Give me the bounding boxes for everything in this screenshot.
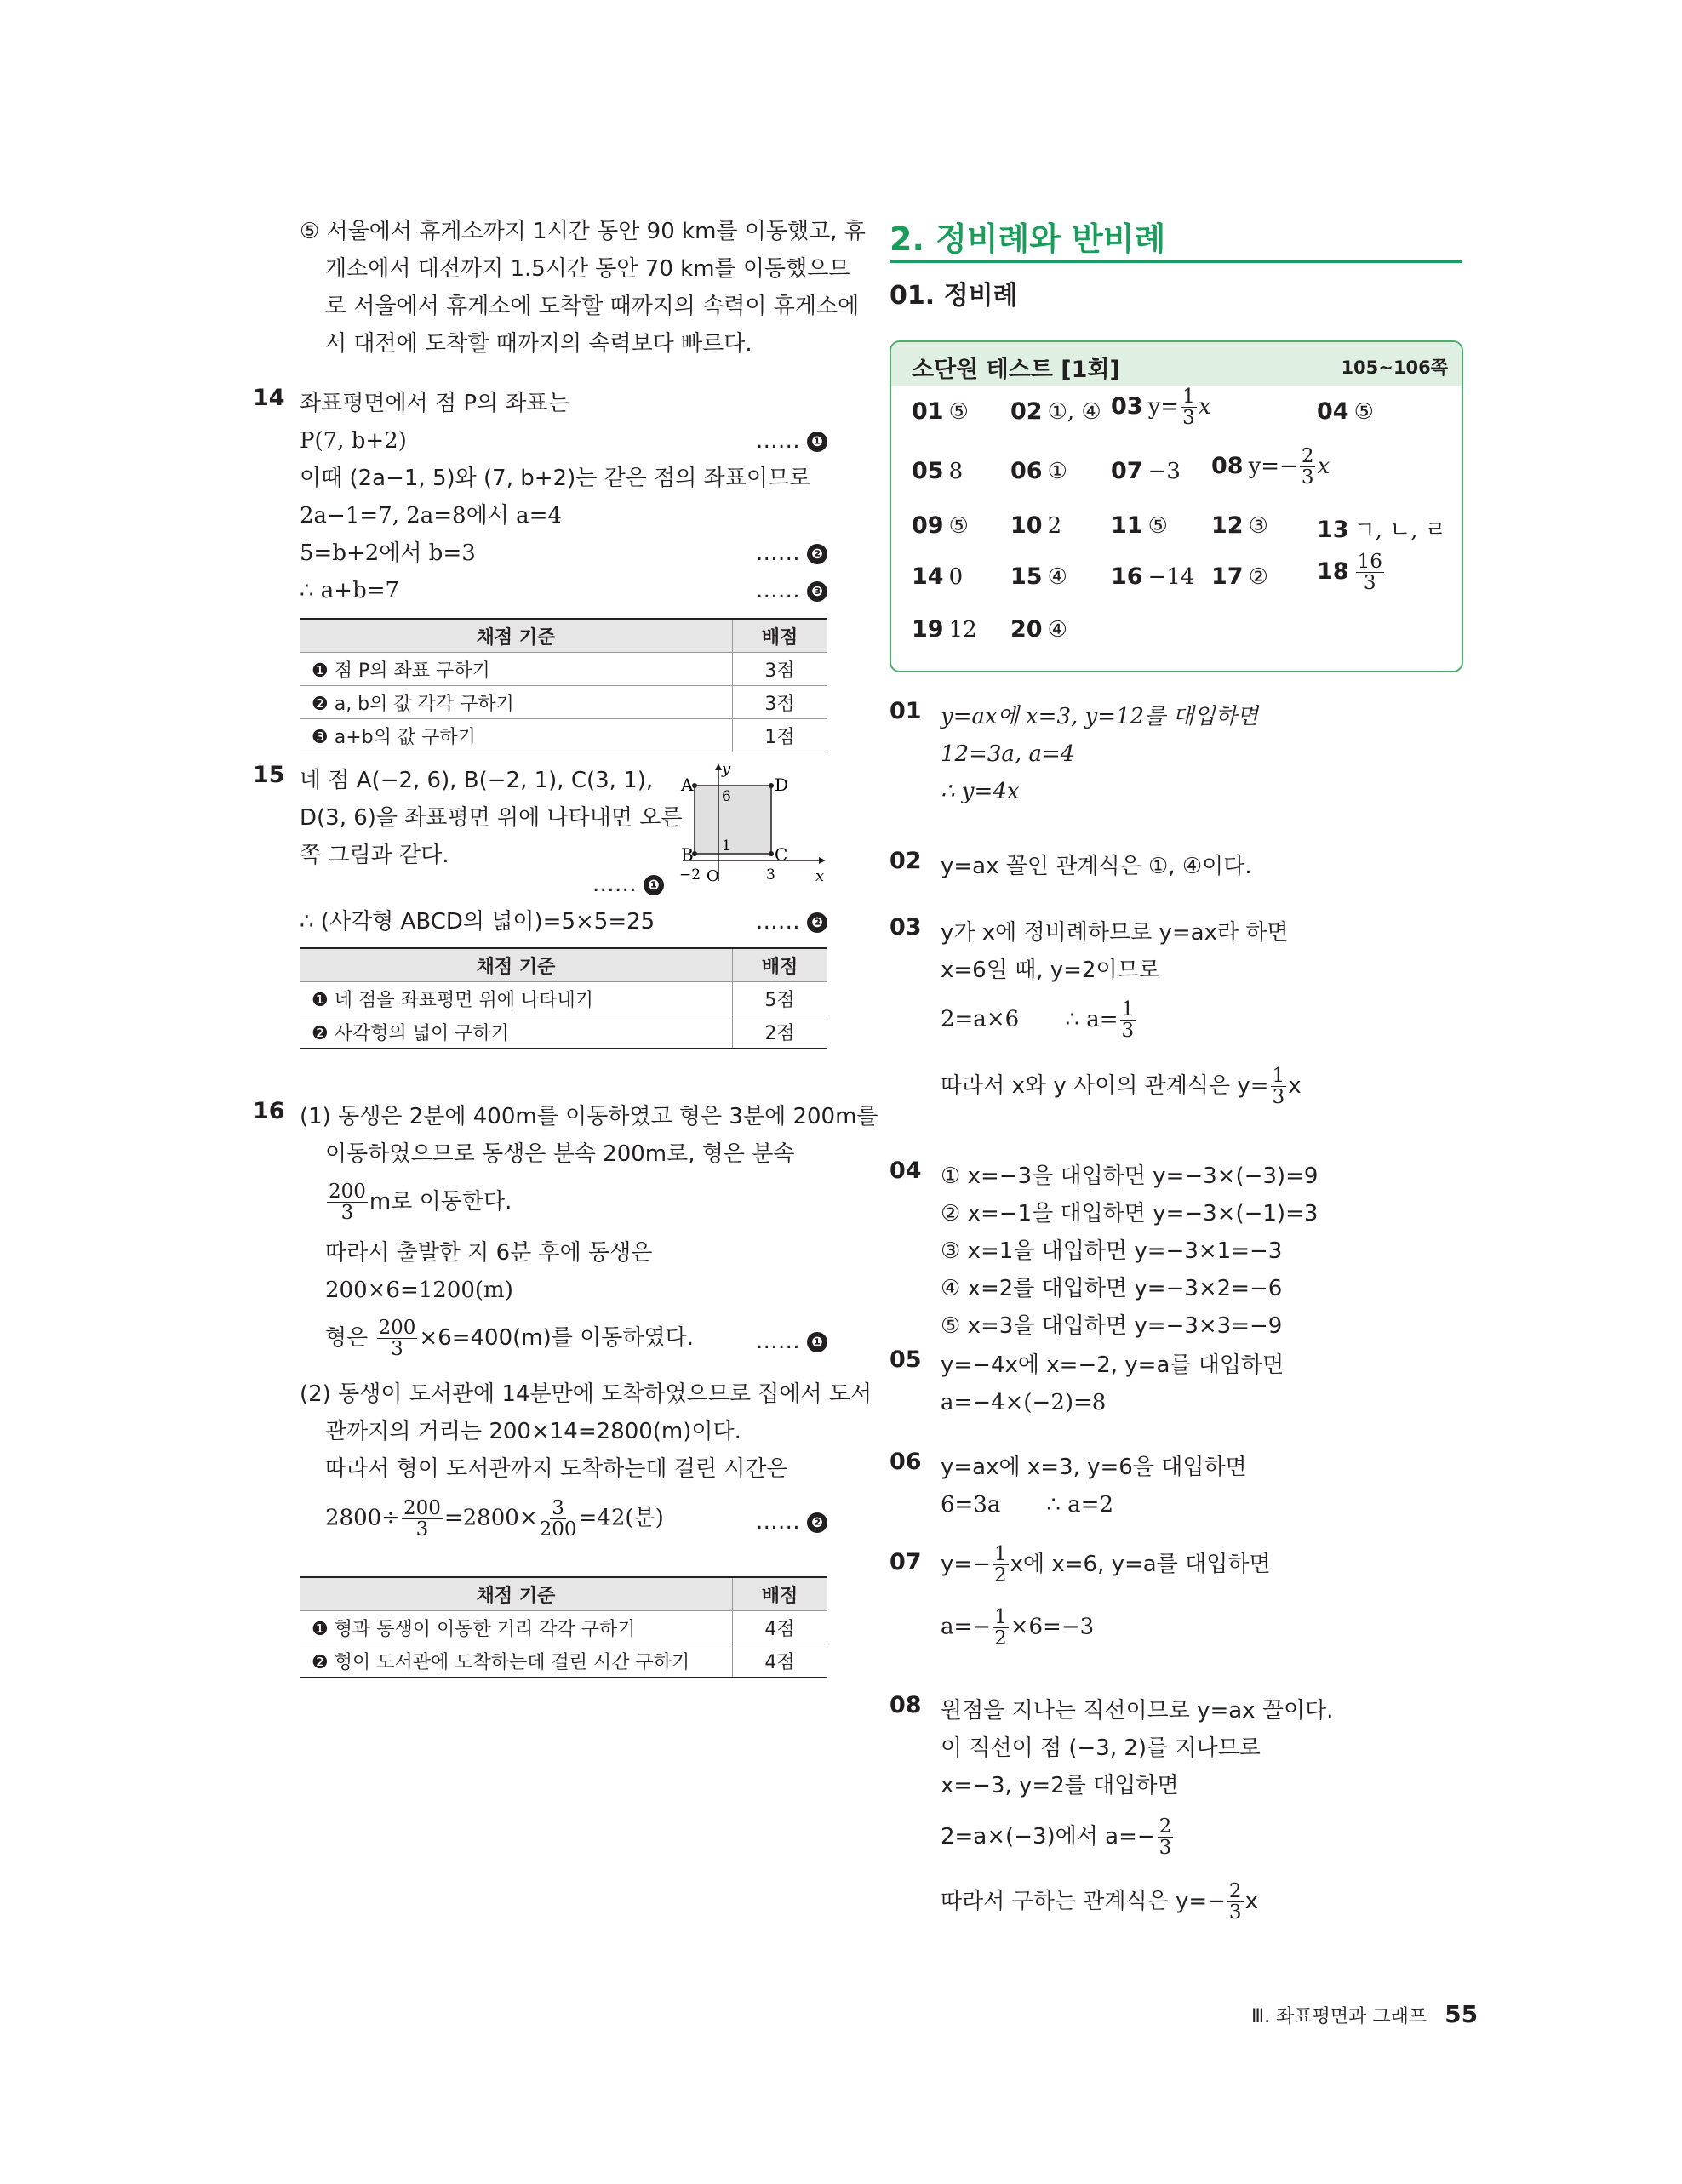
point-label-a: A [681,775,694,795]
text-line: (1) 동생은 2분에 400m를 이동하였고 형은 3분에 200m를 [300,1104,878,1129]
answer-item [912,512,969,539]
scoring-table [300,947,827,1049]
text: ∴ a= [1065,1006,1118,1032]
point-label-b: B [681,844,694,865]
text-line: 따라서 형이 도서관까지 도착하는데 걸린 시간은 [325,1456,788,1482]
criterion-cell: ❶ 형과 동생이 이동한 거리 각각 구하기 [300,1611,733,1644]
answer-number: 19 [912,616,944,643]
math-line [941,1544,1271,1586]
table-row [300,1644,827,1678]
answer-number: 12 [1211,512,1244,539]
fraction [993,1544,1009,1586]
answer-value: ⑤ [948,399,969,425]
answer-value: −3 [1147,459,1181,484]
answer-number: 06 [1010,458,1043,484]
text-line: 게소에서 대전까지 1.5시간 동안 70 km를 이동했으므 [325,256,850,282]
answer-number: 07 [1111,458,1143,484]
fraction [1120,999,1136,1041]
math-line: 12=3a, a=4 [941,741,1075,767]
text-line: 이 직선이 점 (−3, 2)를 지나므로 [941,1735,1261,1761]
text-line: 좌표평면에서 점 P의 좌표는 [300,391,569,416]
answer-suffix: x [1198,394,1211,420]
answer-number: 10 [1010,512,1043,539]
math-line: 200×6=1200(m) [325,1278,513,1303]
answer-item [1317,512,1446,544]
numerator: 200 [403,1497,441,1519]
footer [1251,2000,1478,2028]
text: 2=a×6 [941,1006,1020,1032]
step-marker [756,1503,827,1541]
step-marker [592,866,664,903]
text-line: 원점을 지나는 직선이므로 y=ax 꼴이다. [941,1698,1334,1724]
text: ×6=−3 [1010,1614,1095,1640]
text-line: ∴ (사각형 ABCD의 넓이)=5×5=25 [300,909,655,935]
answer-number: 03 [1111,393,1143,420]
text-line: 따라서 출발한 지 6분 후에 동생은 [325,1240,653,1266]
fraction [1271,1066,1287,1107]
problem-number: 05 [890,1346,922,1373]
problem-number: 04 [890,1158,922,1184]
answer-item [1111,386,1210,428]
tick-label-1: 1 [722,838,731,855]
section-divider [890,260,1462,263]
text: 형은 [325,1325,369,1351]
denominator: 200 [539,1518,577,1541]
text-line: (2) 동생이 도서관에 14분만에 도착하였으므로 집에서 도서 [300,1381,872,1407]
problem-number: 07 [890,1549,922,1575]
numerator: 3 [552,1497,564,1519]
answer-item [1211,512,1268,539]
text: ×6=400(m)를 이동하였다. [419,1325,694,1351]
answer-number: 01 [912,398,944,425]
answer-item [1211,563,1268,590]
math-line: 5=b+2에서 b=3 [300,540,476,566]
page-number: 55 [1445,2000,1479,2028]
answer-item [1317,552,1386,593]
answer-value: ㄱ, ㄴ, ㄹ [1353,517,1446,543]
answer-item [912,458,963,484]
text-line: y가 x에 정비례하므로 y=ax라 하면 [941,920,1289,946]
numerator: 1 [994,1606,1007,1628]
answer-value: ⑤ [1147,513,1168,539]
math-line [941,999,1137,1041]
text: 6=3a [941,1492,1001,1518]
fraction [1300,446,1316,488]
x-axis-label: x [815,867,825,885]
points-cell: 5점 [733,982,828,1015]
answer-number: 13 [1317,517,1349,543]
answer-item [1111,458,1181,484]
problem-number: 15 [253,762,285,788]
denominator: 3 [391,1338,403,1360]
text-line: 쪽 그림과 같다. [300,843,449,868]
points-cell: 1점 [733,719,828,752]
math-line: a=−4×(−2)=8 [941,1390,1107,1415]
answer-item [1010,616,1067,643]
coordinate-graph [678,762,827,889]
math-line: ∴ a+b=7 [300,578,400,603]
answer-value: ④ [1047,564,1067,590]
text-line: ④ x=2를 대입하면 y=−3×2=−6 [941,1276,1283,1301]
answer-value: y= [1147,394,1180,420]
text-line: 네 점 A(−2, 6), B(−2, 1), C(3, 1), [300,768,654,793]
math-line [941,1881,1258,1923]
denominator: 3 [340,1202,354,1224]
tick-label-6: 6 [722,788,731,805]
table-row [300,686,827,719]
answer-box [890,340,1463,672]
fraction [993,1607,1009,1649]
criterion-cell: ❶ 점 P의 좌표 구하기 [300,653,733,686]
answer-suffix: x [1317,454,1330,479]
text-line: x=−3, y=2를 대입하면 [941,1773,1179,1798]
origin-label: O [707,867,719,885]
point-label-c: C [775,844,788,865]
denominator: 3 [1159,1837,1172,1859]
subsection-title: 01. 정비례 [890,281,1018,311]
text: x에 x=6, y=a를 대입하면 [1010,1552,1271,1577]
dots: …… [755,540,800,566]
text: y=− [941,1552,991,1577]
answer-item [912,398,969,425]
points-cell: 4점 [733,1644,828,1678]
answer-number: 11 [1111,512,1143,539]
numerator: 1 [1272,1065,1285,1087]
answer-item [1211,446,1330,488]
problem-number: 02 [890,848,922,874]
dots: …… [755,578,800,603]
numerator: 200 [378,1317,416,1339]
answer-number: 17 [1211,563,1244,590]
points-cell: 4점 [733,1611,828,1644]
answer-value: ④ [1047,617,1067,643]
table-header: 채점 기준 [300,1577,733,1611]
denominator: 3 [1182,407,1195,429]
table-row [300,982,827,1015]
step-2-badge: ❷ [807,544,827,564]
fraction [1227,1881,1244,1923]
text: 2800÷ [325,1505,400,1531]
point-label-d: D [775,775,789,795]
text-line: x=6일 때, y=2이므로 [941,958,1160,983]
y-axis-label: y [722,762,731,778]
numerator: 1 [993,1543,1007,1565]
denominator: 3 [1121,1020,1135,1042]
answer-item [1317,398,1374,425]
math-line [941,1486,1113,1524]
tick-label-minus-2: −2 [679,866,701,883]
answer-value: ② [1248,564,1268,590]
math-line [325,1318,694,1359]
fraction [402,1498,443,1540]
math-line [941,1816,1175,1858]
answer-number: 04 [1317,398,1349,425]
answer-number: 08 [1211,453,1244,479]
dots: …… [755,1509,800,1535]
text: x [1288,1073,1302,1099]
table-row [300,1015,827,1049]
table-header: 채점 기준 [300,619,733,653]
denominator: 3 [415,1518,429,1541]
text: m로 이동한다. [369,1189,512,1215]
dots: …… [755,1329,800,1354]
text-line: 이때 (2a−1, 5)와 (7, b+2)는 같은 점의 좌표이므로 [300,466,811,491]
step-marker [756,535,827,572]
answer-value: ①, ④ [1047,399,1101,425]
text: =2800× [443,1505,538,1531]
answer-value: −14 [1147,564,1195,590]
fraction [1181,386,1197,428]
text-line: y=ax 꼴인 관계식은 ①, ④이다. [941,854,1252,879]
denominator: 3 [1363,572,1376,594]
criterion-cell: ❸ a+b의 값 구하기 [300,719,733,752]
problem-number: 06 [890,1449,922,1475]
problem-number: 01 [890,698,922,724]
text-line: 로 서울에서 휴게소에 도착할 때까지의 속력이 휴게소에 [325,294,860,319]
criterion-cell: ❶ 네 점을 좌표평면 위에 나타내기 [300,982,733,1015]
text-line: D(3, 6)을 좌표평면 위에 나타내면 오른 [300,805,683,831]
answer-value: 2 [1047,513,1062,539]
numerator: 16 [1357,551,1382,573]
numerator: 2 [1301,445,1314,467]
text: a=− [941,1614,992,1640]
text-line: ③ x=1을 대입하면 y=−3×1=−3 [941,1238,1283,1264]
numerator: 2 [1228,1880,1242,1902]
answer-value: y=− [1248,454,1298,479]
dots: …… [755,428,800,454]
step-1-badge: ❶ [807,1332,827,1352]
step-1-badge: ❶ [644,875,664,895]
fraction [1356,552,1384,593]
answer-box-title: 소단원 테스트 [1회] [912,357,1120,383]
text: 2=a×(−3)에서 a=− [941,1824,1156,1850]
points-cell: 3점 [733,686,828,719]
answer-grid [891,386,1462,667]
page-range: 105~106쪽 [1341,357,1448,378]
fraction [377,1318,418,1359]
math-line [941,1607,1094,1649]
denominator: 3 [1301,466,1314,489]
scoring-table [300,618,827,752]
answer-item [1010,398,1101,425]
step-1-badge: ❶ [807,432,827,452]
step-2-badge: ❷ [807,1512,827,1533]
answer-item [1010,512,1061,539]
text-line: ⑤ x=3을 대입하면 y=−3×3=−9 [941,1313,1283,1339]
points-cell: 3점 [733,653,828,686]
table-header: 배점 [733,948,828,982]
text-line: 서 대전에 도착할 때까지의 속력보다 빠르다. [325,331,752,357]
answer-value: ① [1047,459,1067,484]
problem-number: 14 [253,385,285,411]
answer-number: 02 [1010,398,1043,425]
table-row [300,719,827,752]
step-marker [756,422,827,460]
text-line: 이동하였으므로 동생은 분속 200m로, 형은 분속 [325,1141,795,1167]
text: 따라서 구하는 관계식은 y=− [941,1889,1226,1914]
numerator: 2 [1159,1815,1172,1838]
numerator: 1 [1182,386,1195,408]
answer-item [912,616,977,643]
denominator: 2 [994,1627,1007,1649]
math-line: ∴ y=4x [941,779,1020,804]
text-line: ① x=−3을 대입하면 y=−3×(−3)=9 [941,1163,1319,1189]
answer-item [1010,563,1067,590]
problem-number: 16 [253,1098,285,1124]
math-line: 2a−1=7, 2a=8에서 a=4 [300,503,562,529]
step-marker [756,572,827,609]
answer-value: ③ [1248,513,1268,539]
answer-item [1111,512,1168,539]
table-header: 배점 [733,619,828,653]
text: =42(분) [578,1505,664,1531]
scoring-table [300,1576,827,1678]
table-header: 채점 기준 [300,948,733,982]
math-line [325,1181,512,1223]
text-line: ⑤ 서울에서 휴게소까지 1시간 동안 90 km를 이동했고, 휴 [300,219,866,244]
step-2-badge: ❷ [807,912,827,933]
answer-item [1010,458,1067,484]
table-header: 배점 [733,1577,828,1611]
criterion-cell: ❷ 형이 도서관에 도착하는데 걸린 시간 구하기 [300,1644,733,1678]
problem-number: 08 [890,1692,922,1718]
fraction [1158,1816,1174,1858]
dots: …… [755,909,800,935]
numerator: 1 [1121,998,1135,1021]
answer-value: 8 [948,459,964,484]
text-line: y=ax에 x=3, y=6을 대입하면 [941,1455,1247,1480]
answer-value: 12 [948,617,977,643]
math-line [941,1066,1302,1107]
answer-item [912,563,963,590]
criterion-cell: ❷ a, b의 값 각각 구하기 [300,686,733,719]
text-line: 관까지의 거리는 200×14=2800(m)이다. [325,1419,741,1444]
points-cell: 2점 [733,1015,828,1049]
step-marker [756,903,827,940]
answer-value: ⑤ [1353,399,1374,425]
answer-number: 14 [912,563,944,590]
answer-value: ⑤ [948,513,969,539]
answer-number: 16 [1111,563,1143,590]
text: 따라서 x와 y 사이의 관계식은 y= [941,1073,1269,1099]
denominator: 2 [993,1564,1007,1587]
tick-label-3: 3 [766,866,775,883]
denominator: 3 [1272,1086,1285,1108]
section-title: 2. 정비례와 반비례 [890,220,1166,258]
text-line: y=−4x에 x=−2, y=a를 대입하면 [941,1352,1284,1378]
step-3-badge: ❸ [807,581,827,602]
math-line: P(7, b+2) [300,428,407,454]
answer-value: 0 [948,564,964,590]
table-row [300,653,827,686]
step-marker [756,1323,827,1360]
math-line [325,1498,664,1540]
chapter-label: Ⅲ. 좌표평면과 그래프 [1251,2006,1427,2027]
answer-number: 15 [1010,563,1043,590]
answer-item [1111,563,1194,590]
dots: …… [592,872,637,897]
problem-number: 03 [890,914,922,940]
text-line: ② x=−1을 대입하면 y=−3×(−1)=3 [941,1201,1319,1226]
answer-number: 05 [912,458,944,484]
criterion-cell: ❷ 사각형의 넓이 구하기 [300,1015,733,1049]
answer-box-header [891,342,1462,386]
answer-number: 09 [912,512,944,539]
table-row [300,1611,827,1644]
answer-number: 20 [1010,616,1043,643]
text: ∴ a=2 [1046,1492,1114,1518]
fraction [327,1181,368,1223]
math-line: y=ax에 x=3, y=12를 대입하면 [941,704,1258,729]
answer-number: 18 [1317,558,1349,585]
text: x [1244,1889,1258,1914]
numerator: 200 [329,1181,366,1203]
fraction [540,1498,577,1540]
denominator: 3 [1228,1901,1242,1924]
